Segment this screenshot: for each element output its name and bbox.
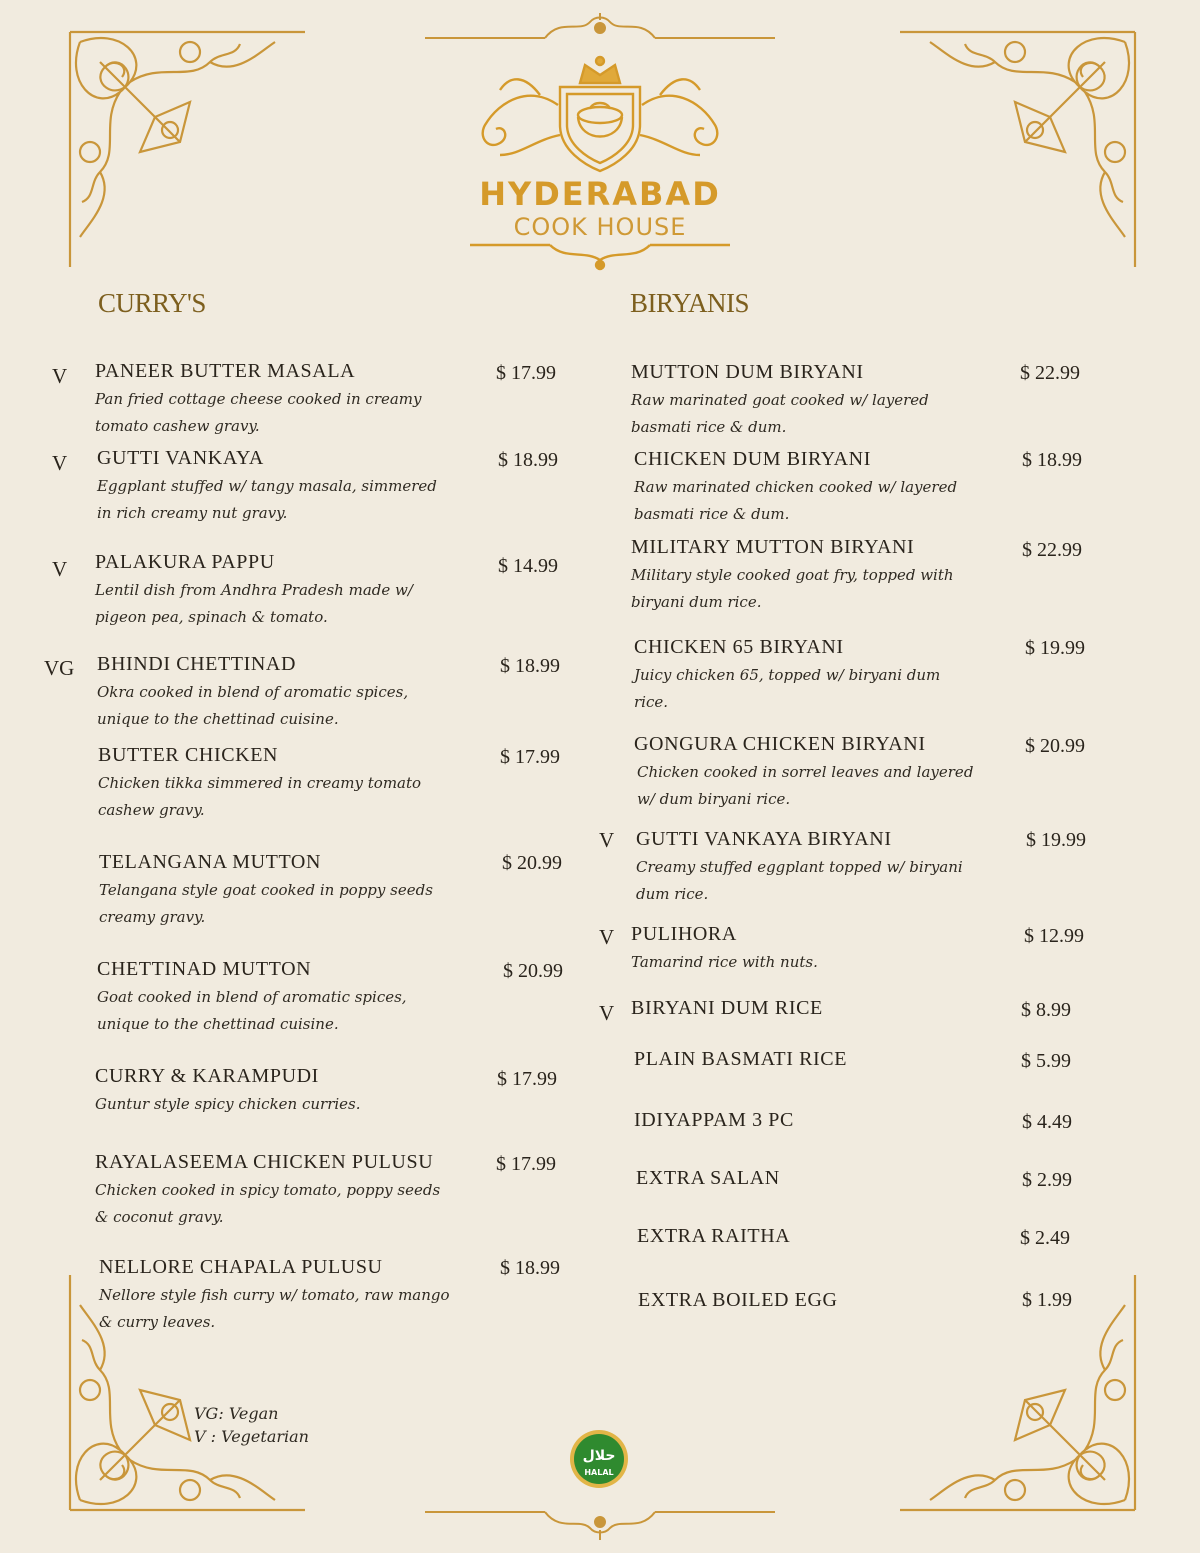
menu-item-name: BIRYANI DUM RICE <box>631 997 823 1019</box>
menu-item-price: $ 1.99 <box>1022 1289 1072 1311</box>
diet-tag: V <box>599 925 615 949</box>
menu-item-price: $ 20.99 <box>1025 735 1085 757</box>
menu-item-name: EXTRA SALAN <box>636 1167 780 1189</box>
menu-item-price: $ 14.99 <box>498 555 558 577</box>
menu-item <box>631 361 929 441</box>
menu-item-description: Tamarind rice with nuts. <box>631 953 818 971</box>
menu-item-description: Chicken cooked in sorrel leaves and layered w/ dum biryani rice. <box>637 763 974 808</box>
menu-item-name: RAYALASEEMA CHICKEN PULUSU <box>95 1151 434 1173</box>
menu-item <box>636 828 963 908</box>
menu-item <box>634 733 973 813</box>
menu-item <box>99 1256 450 1336</box>
corner-ornament-top-left <box>60 22 310 272</box>
menu-item-price: $ 20.99 <box>502 852 562 874</box>
menu-item-price: $ 18.99 <box>498 449 558 471</box>
halal-label: HALAL <box>584 1468 614 1477</box>
menu-item <box>97 447 437 527</box>
menu-item-description: Juicy chicken 65, topped w/ biryani dum rice. <box>634 666 941 711</box>
menu-item <box>636 1167 780 1190</box>
menu-item <box>631 536 954 616</box>
menu-item-name: TELANGANA MUTTON <box>99 851 321 873</box>
menu-item-description: Okra cooked in blend of aromatic spices, unique to the chettinad cuisine. <box>97 683 409 728</box>
menu-item <box>634 1109 794 1132</box>
menu-item <box>97 653 408 733</box>
menu-item-name: GONGURA CHICKEN BIRYANI <box>634 733 926 755</box>
menu-item <box>95 551 413 631</box>
menu-item <box>95 1151 440 1231</box>
menu-item-description: Guntur style spicy chicken curries. <box>95 1095 361 1113</box>
menu-item-price: $ 18.99 <box>1022 449 1082 471</box>
menu-item <box>631 923 818 976</box>
menu-item <box>99 851 433 931</box>
menu-item-name: MUTTON DUM BIRYANI <box>631 361 864 383</box>
menu-item-description: Raw marinated chicken cooked w/ layered basmati rice & dum. <box>634 478 958 523</box>
halal-badge <box>568 1428 630 1490</box>
menu-item-name: PULIHORA <box>631 923 737 945</box>
diet-legend <box>194 1402 309 1448</box>
menu-item-name: BHINDI CHETTINAD <box>97 653 297 675</box>
section-title-biryanis: BIRYANIS <box>630 288 750 318</box>
menu-item-price: $ 22.99 <box>1020 362 1080 384</box>
menu-item-price: $ 17.99 <box>497 1068 557 1090</box>
menu-item-price: $ 20.99 <box>503 960 563 982</box>
menu-item-name: CHICKEN DUM BIRYANI <box>634 448 871 470</box>
menu-item-description: Pan fried cottage cheese cooked in creamy tomato cashew gravy. <box>95 390 422 435</box>
menu-item-name: IDIYAPPAM 3 PC <box>634 1109 794 1131</box>
halal-arabic: حلال <box>582 1448 616 1464</box>
menu-item-price: $ 4.49 <box>1022 1111 1072 1133</box>
menu-item-name: GUTTI VANKAYA BIRYANI <box>636 828 892 850</box>
menu-item-description: Eggplant stuffed w/ tangy masala, simmered in rich creamy nut gravy. <box>97 477 437 522</box>
menu-item-description: Nellore style fish curry w/ tomato, raw mango & curry leaves. <box>99 1286 450 1331</box>
corner-ornament-top-right <box>895 22 1145 272</box>
menu-item-description: Raw marinated goat cooked w/ layered basmati rice & dum. <box>631 391 929 436</box>
bottom-flourish <box>420 1500 780 1545</box>
menu-item-price: $ 18.99 <box>500 1257 560 1279</box>
menu-item <box>637 1225 790 1248</box>
menu-item-name: EXTRA RAITHA <box>637 1225 791 1247</box>
menu-item-name: NELLORE CHAPALA PULUSU <box>99 1256 383 1278</box>
menu-item-name: PANEER BUTTER MASALA <box>95 360 356 382</box>
menu-item-name: MILITARY MUTTON BIRYANI <box>631 536 915 558</box>
menu-item-price: $ 5.99 <box>1021 1050 1071 1072</box>
menu-item <box>98 744 421 824</box>
menu-item-name: GUTTI VANKAYA <box>97 447 264 469</box>
menu-item-name: EXTRA BOILED EGG <box>638 1289 838 1311</box>
menu-item-description: Goat cooked in blend of aromatic spices, unique to the chettinad cuisine. <box>97 988 407 1033</box>
menu-item-price: $ 19.99 <box>1025 637 1085 659</box>
diet-tag: V <box>599 828 615 852</box>
menu-item <box>634 636 940 716</box>
menu-item-name: PLAIN BASMATI RICE <box>634 1048 848 1070</box>
menu-item <box>97 958 407 1038</box>
legend-vegan: VG: Vegan <box>194 1404 279 1423</box>
legend-vegetarian: V : Vegetarian <box>194 1427 309 1446</box>
diet-tag: V <box>52 451 68 475</box>
menu-item-name: CURRY & KARAMPUDI <box>95 1065 319 1087</box>
brand-name: HYDERABAD <box>479 175 721 213</box>
menu-item <box>631 997 823 1020</box>
menu-item-price: $ 8.99 <box>1021 999 1071 1021</box>
menu-item-price: $ 22.99 <box>1022 539 1082 561</box>
diet-tag: V <box>599 1001 615 1025</box>
section-title-currys: CURRY'S <box>98 288 206 318</box>
menu-item-price: $ 19.99 <box>1026 829 1086 851</box>
menu-item-price: $ 17.99 <box>496 362 556 384</box>
menu-item <box>95 360 422 440</box>
menu-item-description: Chicken tikka simmered in creamy tomato cashew gravy. <box>98 774 422 819</box>
menu-item <box>95 1065 361 1118</box>
menu-item <box>638 1289 838 1312</box>
diet-tag: V <box>52 364 68 388</box>
brand-subtitle: COOK HOUSE <box>513 213 687 241</box>
menu-item <box>634 448 957 528</box>
menu-item-description: Chicken cooked in spicy tomato, poppy seeds & coconut gravy. <box>95 1181 441 1226</box>
corner-ornament-bottom-right <box>895 1270 1145 1520</box>
menu-item-name: BUTTER CHICKEN <box>98 744 279 766</box>
menu-item-price: $ 12.99 <box>1024 925 1084 947</box>
menu-item-name: CHETTINAD MUTTON <box>97 958 312 980</box>
menu-item-price: $ 17.99 <box>496 1153 556 1175</box>
restaurant-logo <box>440 5 760 280</box>
menu-item-description: Military style cooked goat fry, topped with biryani dum rice. <box>631 566 954 611</box>
diet-tag: VG <box>44 656 75 680</box>
menu-item-price: $ 18.99 <box>500 655 560 677</box>
menu-item-price: $ 17.99 <box>500 746 560 768</box>
diet-tag: V <box>52 557 68 581</box>
menu-item-description: Lentil dish from Andhra Pradesh made w/ pigeon pea, spinach & tomato. <box>95 581 413 626</box>
menu-item-description: Telangana style goat cooked in poppy seeds creamy gravy. <box>99 881 433 926</box>
menu-item-price: $ 2.49 <box>1020 1227 1070 1249</box>
menu-item <box>634 1048 847 1071</box>
menu-item-description: Creamy stuffed eggplant topped w/ biryani dum rice. <box>636 858 963 903</box>
menu-item-name: PALAKURA PAPPU <box>95 551 275 573</box>
menu-item-name: CHICKEN 65 BIRYANI <box>634 636 844 658</box>
menu-item-price: $ 2.99 <box>1022 1169 1072 1191</box>
